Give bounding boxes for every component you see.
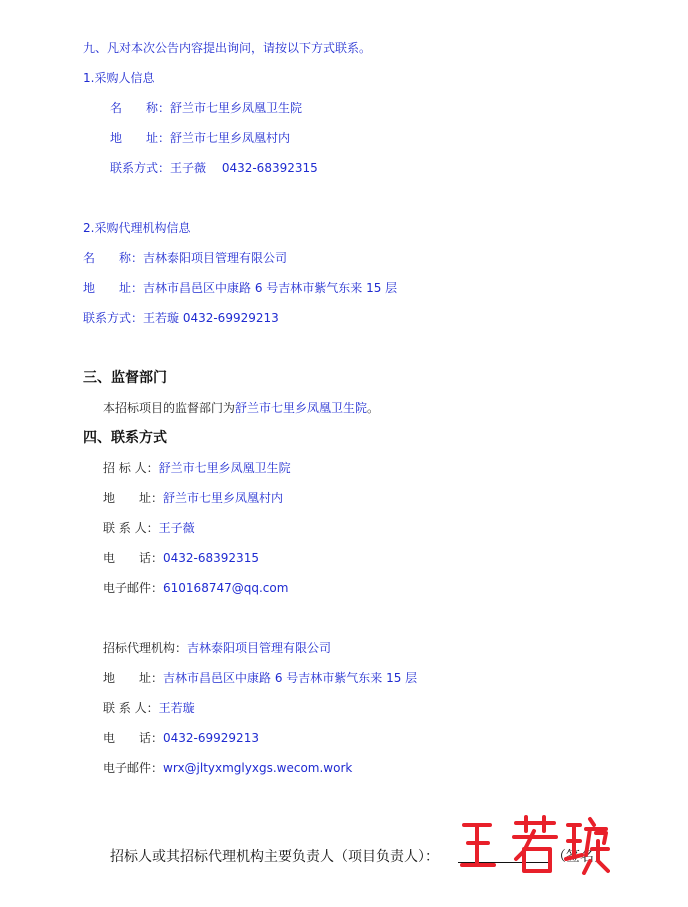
signature-label: 招标人或其招标代理机构主要负责人（项目负责人）：	[110, 849, 439, 865]
section4-heading: 四、联系方式	[83, 430, 167, 446]
tenderer-row	[103, 460, 291, 476]
agency-name: 名 称：吉林泰阳项目管理有限公司	[83, 251, 288, 265]
handwritten-signature	[460, 815, 610, 875]
tenderer-label: 招 标 人：	[103, 461, 159, 475]
tenderer-address-row	[103, 490, 283, 506]
purchaser-address: 地 址：舒兰市七里乡凤凰村内	[110, 131, 291, 145]
agency-value: 吉林泰阳项目管理有限公司	[187, 641, 332, 655]
agency-row	[103, 640, 331, 656]
agency-address-label: 地 址：	[103, 671, 164, 685]
agency-phone-value: 0432-69929213	[163, 731, 259, 745]
tenderer-address-label: 地 址：	[103, 491, 164, 505]
agency-contact-value: 王若璇	[158, 701, 195, 715]
purchaser-title: 1.采购人信息	[83, 71, 155, 85]
tenderer-contact-row	[103, 520, 195, 536]
agency-title: 2.采购代理机构信息	[83, 221, 191, 235]
tenderer-address-value: 舒兰市七里乡凤凰村内	[163, 491, 284, 505]
tenderer-phone-label: 电 话：	[103, 551, 164, 565]
supervision-department: 舒兰市七里乡凤凰卫生院	[235, 401, 368, 415]
agency-phone-row	[103, 730, 259, 746]
tenderer-contact-value: 王子薇	[158, 521, 195, 535]
supervision-text-suffix: 。	[367, 401, 380, 415]
agency-contact: 联系方式：王若璇 0432-69929213	[83, 311, 279, 325]
tenderer-email-row	[103, 580, 288, 596]
agency-email-value: wrx@jltyxmglyxgs.wecom.work	[163, 761, 353, 775]
agency-contact-label: 联 系 人：	[103, 701, 159, 715]
agency-address-row	[103, 670, 417, 686]
tenderer-email-value: 610168747@qq.com	[163, 581, 289, 595]
supervision-text-prefix: 本招标项目的监督部门为	[103, 401, 236, 415]
purchaser-name: 名 称：舒兰市七里乡凤凰卫生院	[110, 101, 303, 115]
tenderer-value: 舒兰市七里乡凤凰卫生院	[158, 461, 291, 475]
agency-contact-row	[103, 700, 195, 716]
agency-phone-label: 电 话：	[103, 731, 164, 745]
section9-heading: 九、凡对本次公告内容提出询问，请按以下方式联系。	[83, 41, 372, 55]
tenderer-email-label: 电子邮件：	[103, 581, 164, 595]
agency-email-label: 电子邮件：	[103, 761, 164, 775]
agency-address-value: 吉林市昌邑区中康路 6 号吉林市紫气东来 15 层	[163, 671, 418, 685]
tenderer-contact-label: 联 系 人：	[103, 521, 159, 535]
agency-email-row	[103, 760, 352, 776]
tenderer-phone-value: 0432-68392315	[163, 551, 259, 565]
signature-suffix: （签名）	[552, 849, 608, 865]
purchaser-contact: 联系方式：王子薇 0432-68392315	[110, 161, 318, 175]
supervision-text	[103, 400, 379, 416]
agency-label: 招标代理机构：	[103, 641, 188, 655]
agency-address: 地 址：吉林市昌邑区中康路 6 号吉林市紫气东来 15 层	[83, 281, 398, 295]
tenderer-phone-row	[103, 550, 259, 566]
section3-heading: 三、监督部门	[83, 370, 167, 386]
